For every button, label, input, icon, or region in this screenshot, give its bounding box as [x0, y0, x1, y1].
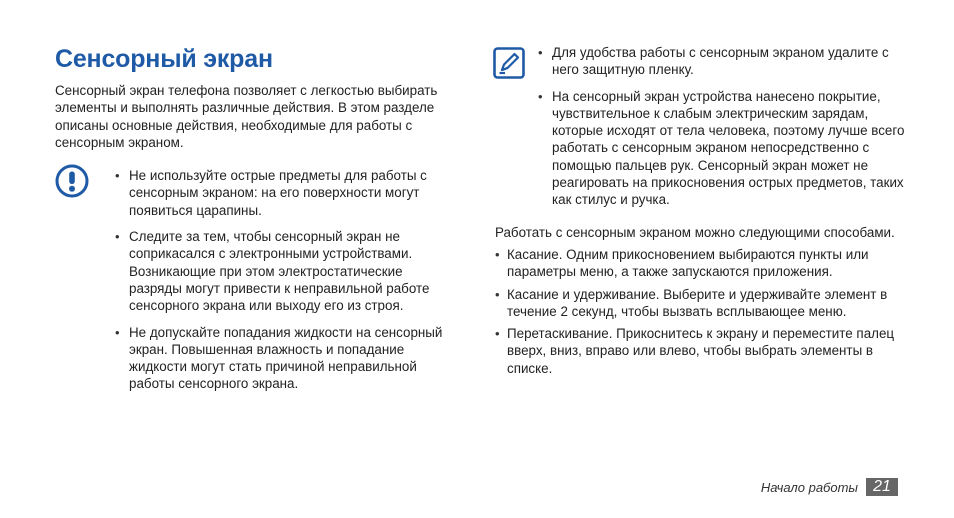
methods-intro: Работать с сенсорным экраном можно следующими способами. [495, 224, 895, 240]
method-item: • Касание. Одним прикосновением выбираются пункты или параметры меню, а также запускаются приложения. [495, 246, 905, 281]
intro-paragraph: Сенсорный экран телефона позволяет с легкостью выбирать элементы и выполнять различные действия. В этом разделе описаны основные действия, необходимые для работы с сенсорным экраном. [55, 83, 438, 150]
warning-list [112, 167, 455, 393]
warning-item: • Не допускайте попадания жидкости на сенсорный экран. Повышенная влажность и попадание жидкости могут стать причиной неправильной работы сенсорного экрана. [112, 324, 455, 393]
right-column [495, 44, 905, 377]
note-item: • Для удобства работы с сенсорным экраном удалите с него защитную пленку. [535, 44, 905, 79]
section-label: Начало работы [760, 479, 858, 495]
note-list [535, 44, 905, 209]
method-item: • Перетаскивание. Прикоснитесь к экрану и переместите палец вверх, вниз, вправо или влево, чтобы выбрать элементы в списке. [495, 325, 905, 377]
page-footer [761, 478, 898, 496]
warning-block [55, 167, 455, 393]
method-item: • Касание и удерживание. Выберите и удерживайте элемент в течение 2 секунд, чтобы вызвать всплывающее меню. [495, 286, 905, 321]
warning-icon [55, 164, 89, 203]
page-title: Сенсорный экран [55, 45, 273, 73]
note-icon [493, 47, 525, 84]
note-block [495, 44, 905, 209]
page-number: 21 [866, 478, 898, 496]
warning-item: • Не используйте острые предметы для работы с сенсорным экраном: на его поверхности могут появиться царапины. [112, 167, 455, 219]
left-column [55, 44, 455, 393]
warning-item: • Следите за тем, чтобы сенсорный экран не соприкасался с электронными устройствами. Возникающие при этом электростатические разряды могут привести к неправильной работе сенсорного экрана или выходу его из строя. [112, 228, 455, 314]
methods-list [495, 246, 905, 377]
note-item: • На сенсорный экран устройства нанесено покрытие, чувствительное к слабым электрическим зарядам, которые исходят от тела человека, поэтому лучше всего работать с сенсорным экраном непосредственно с помощью пальцев рук. Сенсорный экран может не реагировать на прикосновения острых предметов, таких как стилус и ручка. [535, 88, 905, 209]
